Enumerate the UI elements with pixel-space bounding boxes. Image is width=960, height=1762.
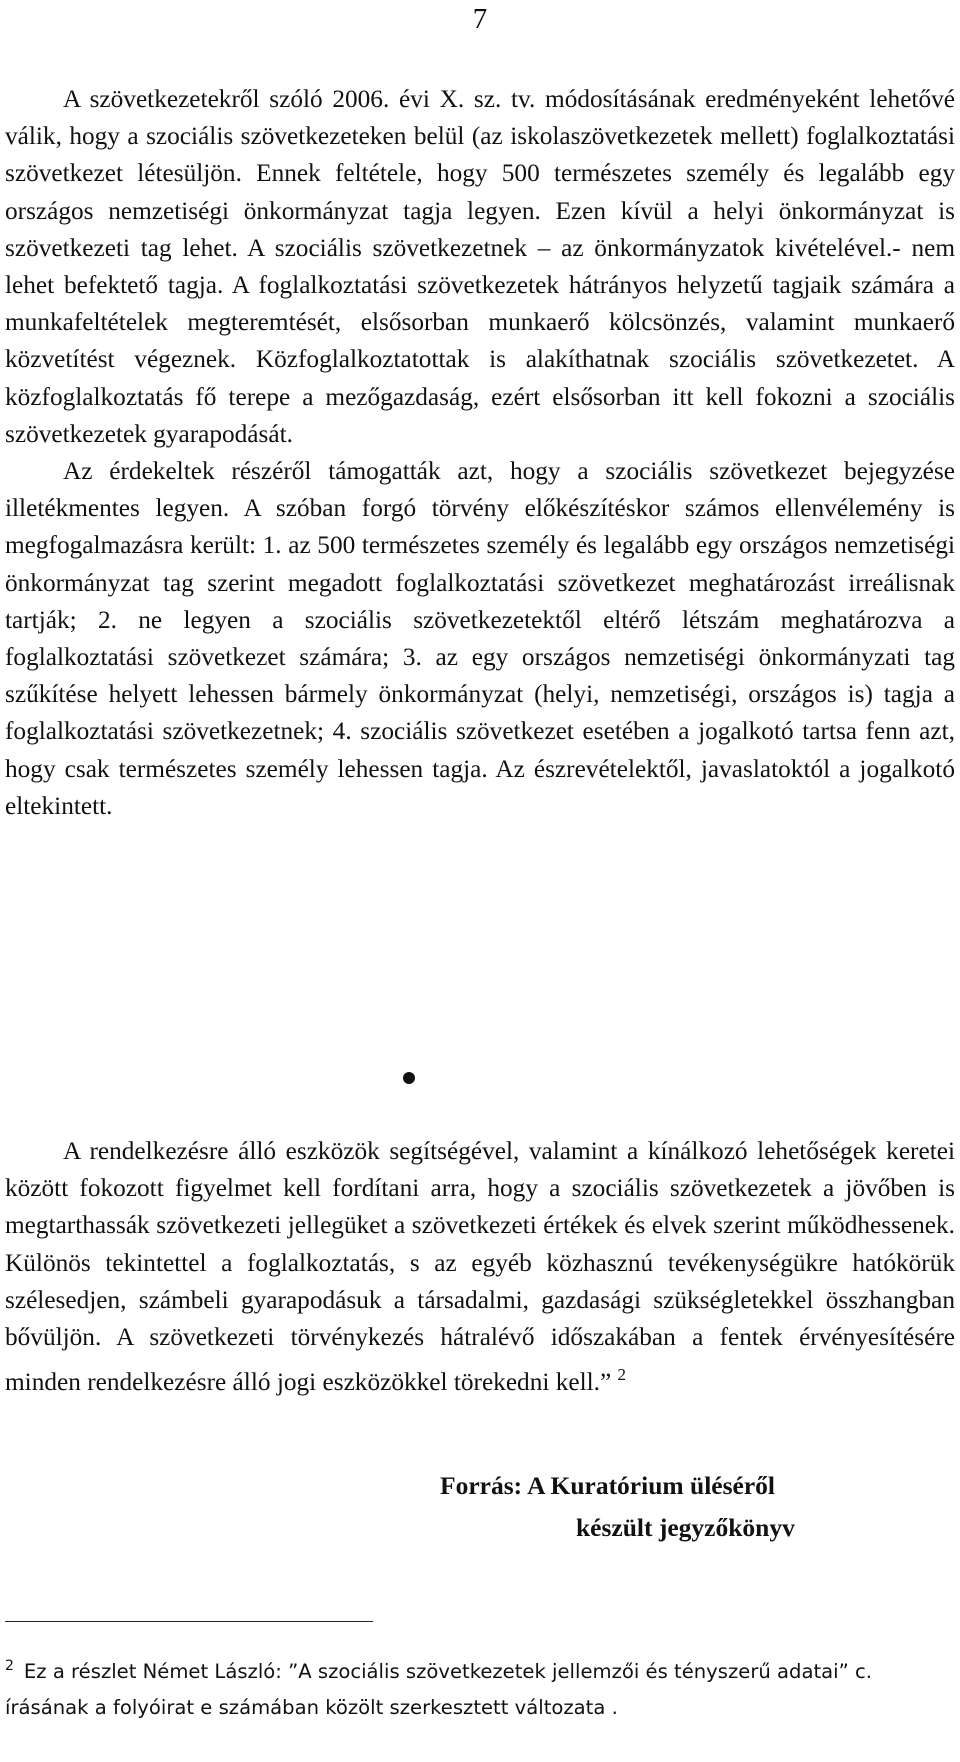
footnote-separator xyxy=(5,1621,373,1622)
footnote-reference[interactable]: 2 xyxy=(617,1365,627,1385)
footnote-text: Ez a részlet Német László: ”A szociális szövetkezetek jellemzői és tényszerű adatai” c. írásának a folyóirat e számában közölt szerkesztett változata . xyxy=(5,1660,872,1719)
body-text xyxy=(5,81,955,825)
footnote xyxy=(5,1648,905,1726)
paragraph-1: A szövetkezetekről szóló 2006. évi X. sz. tv. módosításának eredményeként lehetővé válik, hogy a szociális szövetkezeteken belül (az iskolaszövetkezetek mellett) foglalkoztatási szövetkezet létesüljön. Ennek feltétele, hogy 500 természetes személy és legalább egy országos nemzetiségi önkormányzat tagja legyen. Ezen kívül a helyi önkormányzat is szövetkezeti tag lehet. A szociális szövetkezetnek – az önkormányzatok kivételével.- nem lehet befektető tagja. A foglalkoztatási szövetkezetek hátrányos helyzetű tagjaik számára a munkafeltételek megteremtését, elsősorban munkaerő kölcsönzés, valamint munkaerő közvetítést végeznek. Közfoglalkoztatottak is alakíthatnak szociális szövetkezetet. A közfoglalkoztatás fő terepe a mezőgazdaság, ezért elsősorban itt kell fokozni a szociális szövetkezetek gyarapodását. xyxy=(5,85,955,448)
closing-quote: ” xyxy=(599,1368,612,1397)
footnote-number: 2 xyxy=(5,1658,14,1674)
bullet-point xyxy=(403,1072,415,1084)
source-line-1: Forrás: A Kuratórium üléséről xyxy=(440,1471,775,1500)
paragraph-3-text: A rendelkezésre álló eszközök segítségével, valamint a kínálkozó lehetőségek keretei között fokozott figyelmet kell fordítani arra, hogy a szociális szövetkezetek a jövőben is megtarthassák szövetkezeti jellegüket a szövetkezeti értékek és elvek szerint működhessenek. Különös tekintettel a foglalkoztatás, s az egyéb közhasznú tevékenységükre hatókörük szélesedjen, számbeli gyarapodásuk a társadalmi, gazdasági szükségletekkel összhangban bővüljön. A szövetkezeti törvénykezés hátralévő időszakában a fentek érvényesítésére minden rendelkezésre álló jogi eszközökkel törekedni kell. xyxy=(5,1137,955,1397)
source-citation xyxy=(440,1465,795,1549)
page-number: 7 xyxy=(472,3,488,35)
paragraph-3 xyxy=(5,1133,955,1401)
paragraph-2: Az érdekeltek részéről támogatták azt, hogy a szociális szövetkezet bejegyzése illetékmentes legyen. A szóban forgó törvény előkészítéskor számos ellenvélemény is megfogalmazásra került: 1. az 500 természetes személy és legalább egy országos nemzetiségi önkormányzat tag szerint megadott foglalkoztatási szövetkezet meghatározást irreálisnak tartják; 2. ne legyen a szociális szövetkezetektől eltérő létszám meghatározva a foglalkoztatási szövetkezet számára; 3. az egy országos nemzetiségi önkormányzati tag szűkítése helyett lehessen bármely önkormányzat (helyi, nemzetiségi, országos is) tagja a foglalkoztatási szövetkezetnek; 4. szociális szövetkezet esetében a jogalkotó tartsa fenn azt, hogy csak természetes személy lehessen tagja. Az észrevételektől, javaslatoktól a jogalkotó eltekintett. xyxy=(5,457,955,820)
source-line-2: készült jegyzőkönyv xyxy=(576,1513,795,1542)
